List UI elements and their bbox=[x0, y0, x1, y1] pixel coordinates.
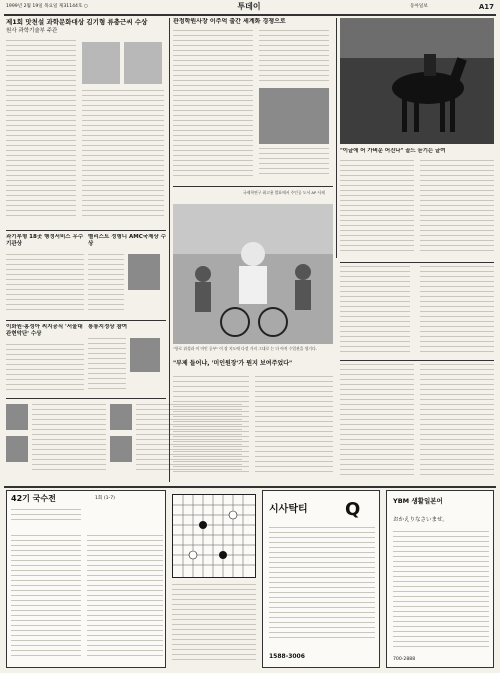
col-divider bbox=[169, 18, 170, 482]
portrait-3 bbox=[110, 404, 132, 430]
portrait-1 bbox=[6, 404, 28, 430]
schedule-col-2 bbox=[420, 266, 494, 356]
ybm-body bbox=[393, 531, 489, 651]
schedule-col-1 bbox=[340, 266, 410, 356]
masthead-paper: 동아일보 bbox=[410, 4, 428, 9]
award-photo-1 bbox=[82, 42, 120, 84]
right-lower-articles bbox=[340, 364, 494, 482]
ybm-title: YBM 생활일본어 bbox=[393, 497, 443, 505]
masthead-rule bbox=[4, 14, 496, 16]
finance-article bbox=[6, 234, 84, 316]
book-article bbox=[173, 18, 333, 183]
feature-article bbox=[173, 190, 333, 482]
quiz-brand: 시사탁티 bbox=[269, 504, 308, 515]
horse-article bbox=[340, 148, 494, 258]
go-players bbox=[11, 509, 81, 529]
finance-title: 과기부형 18곳 행정서비스 우수기관상 bbox=[6, 234, 84, 247]
kindergarten-title: 이화원·홍성아 씨지공식 '서울대 관현악단' 수상 bbox=[6, 324, 83, 337]
portrait-2 bbox=[6, 436, 28, 462]
feature-title: "부제 들어냐, '미인원장'가 뭔지 보여주었다" bbox=[173, 360, 293, 367]
feature-body-2 bbox=[255, 376, 333, 480]
quiz-letter: Q bbox=[345, 499, 361, 520]
go-title: 42기 국수전 bbox=[11, 494, 56, 503]
book-body-3 bbox=[259, 148, 329, 182]
divider bbox=[6, 320, 166, 321]
forum-body bbox=[88, 338, 126, 394]
horse-body-2 bbox=[420, 160, 494, 256]
divider bbox=[340, 360, 494, 361]
book-body bbox=[173, 30, 253, 180]
portrait-4 bbox=[110, 436, 132, 462]
bottom-band-rule bbox=[4, 486, 496, 488]
divider bbox=[173, 186, 333, 187]
go-commentary-2 bbox=[87, 535, 163, 665]
right-lower-col-2 bbox=[420, 364, 494, 482]
go-board-notes bbox=[172, 584, 256, 668]
horse-title: "이글에 어 가벼운 어진나" 골드 듣기는 글여 bbox=[340, 148, 446, 154]
quiz-box bbox=[262, 490, 380, 668]
col-divider bbox=[336, 18, 337, 258]
science-award-title: 제1회 맛천설 과학문화대상 김기형 류충근씨 수상 bbox=[6, 18, 148, 26]
feature-photo bbox=[173, 204, 333, 344]
right-lower-col-1 bbox=[340, 364, 414, 482]
forum-title: 통통지정상 참여 bbox=[88, 324, 128, 330]
science-award-sub: 원사 과학기술부 주관 bbox=[6, 28, 58, 34]
schedule-table bbox=[340, 266, 494, 356]
feature-body-1 bbox=[173, 376, 249, 480]
book-body-2 bbox=[259, 30, 329, 84]
forum-photo bbox=[130, 338, 160, 372]
horse-photo bbox=[340, 18, 494, 144]
book-title: 관정학원사장 이주억 출간 세계화 경쟁으로 bbox=[173, 18, 286, 25]
go-commentary bbox=[11, 535, 81, 665]
kindergarten-body bbox=[6, 344, 84, 394]
go-column bbox=[6, 490, 166, 668]
finance-body bbox=[6, 254, 84, 316]
masthead-section: 투데이 bbox=[237, 2, 261, 11]
science-award-article bbox=[6, 18, 166, 228]
forum-article bbox=[88, 324, 166, 394]
masthead-page: A17 bbox=[478, 3, 494, 11]
bell-title: 벨리스트 정형니 AMC국제상 수상 bbox=[88, 234, 166, 247]
bell-body bbox=[88, 254, 124, 316]
bell-photo bbox=[128, 254, 160, 290]
kindergarten-article bbox=[6, 324, 84, 394]
bell-article bbox=[88, 234, 166, 316]
go-board bbox=[172, 494, 256, 578]
go-round: 1회 (1-7) bbox=[95, 496, 115, 501]
feature-caption-bottom: "항로 위성과 이 미인 공부" 이 장 지도에 다섯 가지 그대로 는 다 아직 수업관을 생기다. bbox=[173, 346, 317, 351]
divider bbox=[6, 230, 166, 231]
masthead-date: 1999년 2월 19일 목요일 제31144호 ○ bbox=[6, 4, 88, 9]
science-award-body bbox=[6, 40, 76, 220]
masthead bbox=[0, 0, 500, 14]
divider bbox=[6, 398, 166, 399]
horse-silhouette-icon bbox=[340, 18, 494, 144]
quiz-questions bbox=[269, 527, 375, 645]
award-photo-2 bbox=[124, 42, 162, 84]
footer-phone: 700-2888 bbox=[393, 657, 416, 662]
science-award-body-2 bbox=[82, 90, 164, 220]
ybm-box bbox=[386, 490, 494, 668]
ybm-lesson: おかえりなさいませ。 bbox=[393, 517, 448, 523]
horse-body-1 bbox=[340, 160, 414, 256]
divider bbox=[340, 262, 494, 263]
cyclists-photo-icon bbox=[173, 204, 333, 344]
portraits-text-1 bbox=[32, 404, 106, 478]
quiz-phone: 1588-3006 bbox=[269, 653, 305, 660]
feature-caption-top: 국제학연구 최고용 발표에서 주인공 도서 AP 사제 bbox=[243, 190, 325, 195]
go-board-grid-icon bbox=[173, 495, 256, 578]
book-author-photo bbox=[259, 88, 329, 144]
